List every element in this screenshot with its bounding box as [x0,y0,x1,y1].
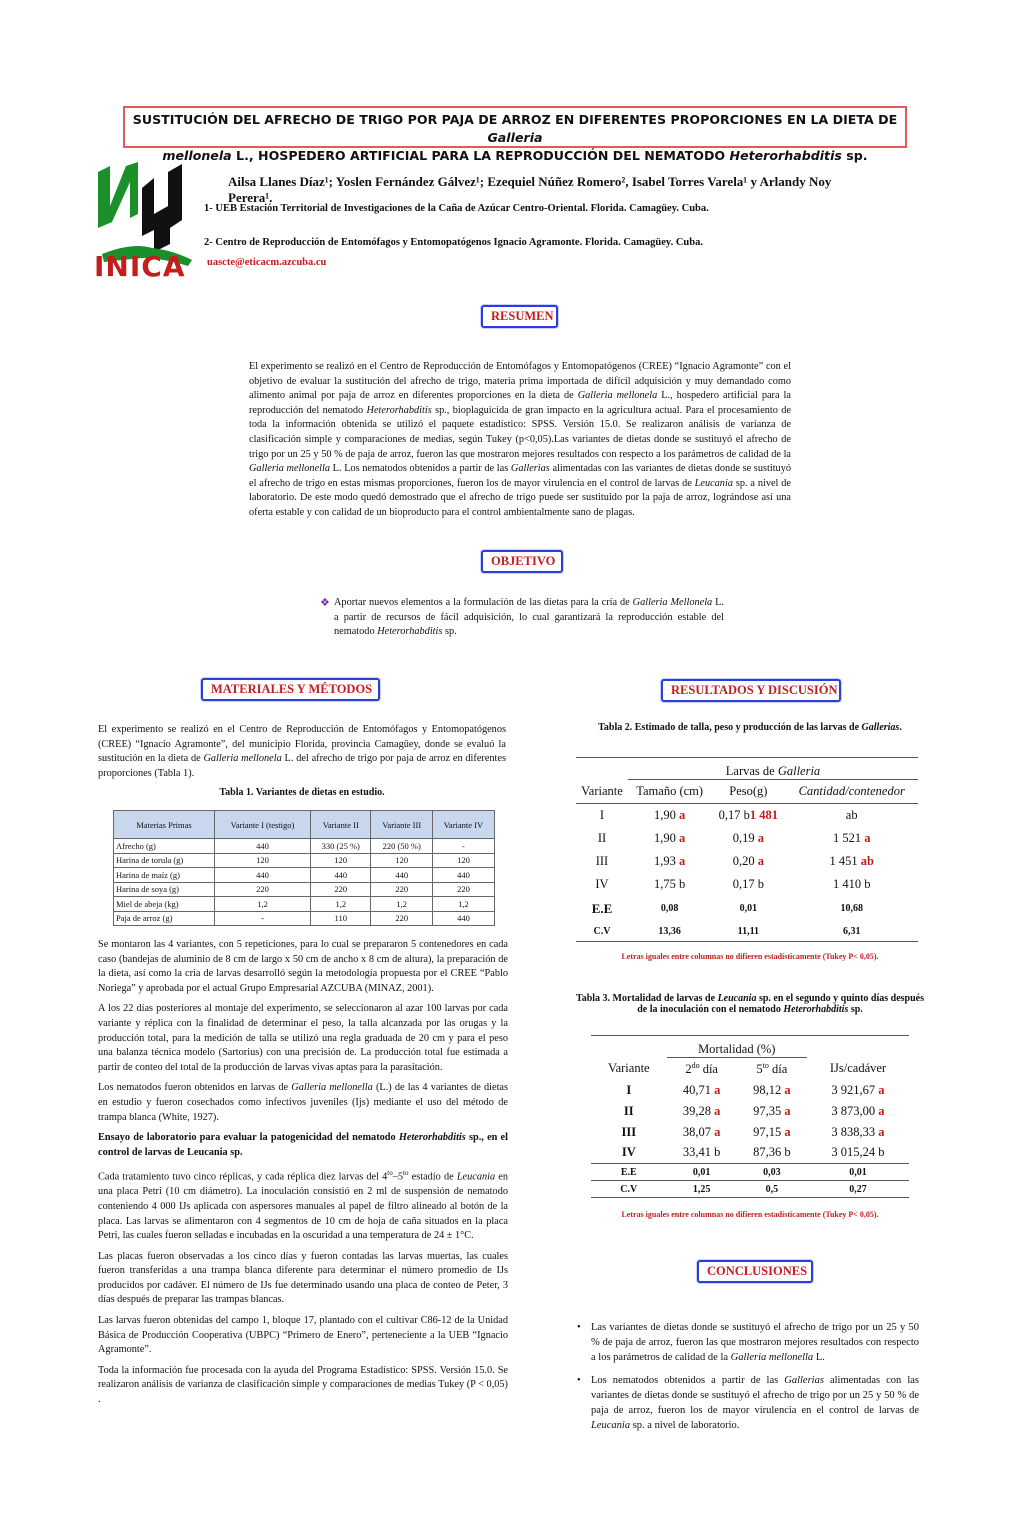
t2-cell [628,804,711,827]
t1-cell: Paja de arroz (g) [114,911,215,926]
t1-cell: 440 [432,911,494,926]
t2-cell [785,804,918,827]
materiales-italic: Heterorhabditis [398,1132,466,1144]
t1-row [114,853,495,868]
contact-email[interactable]: uascte@eticacm.azcuba.cu [207,257,327,268]
materiales-italic: Galleria mellonella [291,1082,373,1094]
conclusion-seg: Los nematodos obtenidos a partir de las [591,1375,785,1386]
title-italic-2: mellonela [162,148,232,163]
conclusion-seg: Las variantes de dietas donde se sustituyó el afrecho de trigo por un 25 y 50 % de paja de arroz, fueron las que mostraron mejores resultados con respecto a los parámetros de calidad de la [591,1322,919,1363]
t3-value: 33,41 b [682,1145,721,1160]
t3-row [591,1122,909,1143]
resumen-italic: Leucania [694,477,733,489]
materiales-p2: Se montaron las 4 variantes, con 5 repeticiones, para lo cual se prepararon 5 contenedores en cada caso (bandejas de aluminio de 8 cm de largo x 50 cm de ancho x 8 cm de altura), la preparación de la dieta, así como la cría de larvas desarrolló según la metodología propuesta por el CREE “Pablo Noriega” y aprobada por el actual Grupo Empresarial AZCUBA (MINAZ, 2001). [98,939,508,994]
t1-cell: 220 [371,911,432,926]
t1-cell: 440 [371,868,432,883]
t2-header [785,780,918,804]
t1-cell: 440 [214,868,310,883]
t2-cell [628,873,711,896]
materiales-seg: –5 [392,1171,404,1183]
t1-cell: 110 [311,911,371,926]
table2 [576,757,918,942]
t2-blank [576,758,628,780]
t2-stat-cell: E.E [591,900,613,916]
t2-letter: a [757,853,764,868]
t1-cell: 1,2 [214,897,310,912]
t3-value: 3 873,00 [831,1103,879,1118]
t1-header: Variante II [311,811,371,839]
materiales-italic: Leucania [456,1171,496,1183]
objetivo-italic: Galleria Mellonela [632,597,713,608]
conclusion-seg: sp. a nivel de laboratorio. [630,1420,740,1431]
t1-cell: 1,2 [371,897,432,912]
t3-variant: IV [621,1145,636,1160]
t2-letter: a [679,853,686,868]
t3-letter: a [714,1103,721,1118]
t3-value: 87,36 b [753,1145,791,1160]
t1-cell: 220 [432,882,494,897]
t3-cell [737,1143,807,1164]
title-line2: L., HOSPEDERO ARTIFICIAL PARA LA REPRODUCCIÓN DEL NEMATODO [231,148,730,163]
t2-value: 0,17 b [732,876,764,891]
t1-cell: 220 [371,882,432,897]
materiales-p5 [98,1131,508,1160]
t3-value: 40,71 [682,1082,715,1097]
materiales-seg: (L.) de las 4 variantes de dietas en estudio y fueron cosechados como infectivos juveniles (Ijs) mediante el uso del método de trampa blanca (White, 1927). [98,1082,509,1123]
table3-caption [572,993,928,1015]
title-line1: SUSTITUCIÓN DEL AFRECHO DE TRIGO POR PAJA DE ARROZ EN DIFERENTES PROPORCIONES EN LA DIETA DE [132,112,898,127]
t3-blank [807,1036,909,1058]
t1-row [114,911,495,926]
resumen-italic: Heterorhabditis [366,404,432,416]
t1-cell: Harina de torula (g) [114,853,215,868]
materiales-seg: Ensayo de laboratorio para evaluar la patogenicidad del nematodo [98,1132,399,1144]
t2-row [576,873,918,896]
t3-letter: a [784,1082,791,1097]
t3-stat-cell: 0,01 [849,1166,867,1178]
t3-stat-cell: 0,27 [849,1183,867,1195]
resumen-seg: L., hospedero artificial para la reproducción del nematodo [249,390,791,416]
materiales-sup: to [387,1169,393,1178]
materiales-seg: en una placa Petri (10 cm diámetro). La inoculación consistió en 2 ml de suspensión de nematodo conteniendo 4 000 IJs aplicada con aspersores manuales al papel de filtro alineado al botón de la placa. Las larvas se alimentaron con 4 segmentos de 10 cm de hoja de caña situados en la placa Petri, las cuales fueron selladas e incubadas en la oscuridad a una temperatura de 24 ± 1°C. [98,1171,509,1242]
t2-cell [785,827,918,850]
t1-row [114,868,495,883]
t2-row [576,850,918,873]
conclusion-italic: Galleria mellonella [730,1352,814,1363]
t2-header: Peso(g) [711,780,785,804]
table2-note: Letras iguales entre columnas no difieren estadísticamente (Tukey P< 0,05). [621,952,879,961]
t1-header: Materias Primas [114,811,215,839]
t1-row [114,897,495,912]
t1-row [114,882,495,897]
t1-cell: 120 [311,853,371,868]
t3-letter: a [784,1103,791,1118]
t3-stat-row [591,1164,909,1181]
inica-logo [92,158,200,288]
t3-stat-cell: 0,5 [765,1183,779,1195]
t2-variant: III [595,853,609,868]
t1-cell: 440 [214,839,310,854]
authors: Ailsa Llanes Díaz¹; Yoslen Fernández Gálvez¹; Ezequiel Núñez Romero², Isabel Torres Varela¹ y Arlandy Noy Perera¹. [228,174,832,205]
conclusiones-list [577,1320,919,1441]
t3-cell [667,1143,737,1164]
resumen-seg: L. Los nematodos obtenidos a partir de las [330,463,511,475]
t3-h-text: 5 [756,1061,763,1076]
resumen-italic: Galleria mellonella [249,463,331,475]
t1-cell: 440 [311,868,371,883]
t1-cell: 120 [432,853,494,868]
resumen-seg: sp., bioplaguicida de gran impacto en la agricultura actual. Para el procesamiento de toda la información obtenida se utilizó el paquete estadístico: SPSS. Versión 15.0. Se realizaron análisis de varianza de clasificación simple y comparaciones de medias, según Tukey (p<0,05).Las variantes de dietas donde se sustituyó el afrecho de trigo por un 25 y 50 % de paja de arroz, fueron las que mostraron mejores resultados con respecto a los parámetros de calidad de la [249,404,791,460]
t2-row [576,827,918,850]
t3-cell [807,1101,909,1122]
t1-cell: 220 (50 %) [371,839,432,854]
t3-row [591,1143,909,1164]
t2-stat-row [576,922,918,942]
title-end: sp. [841,148,868,163]
t2-group [628,758,918,780]
t1-cell: 220 [311,882,371,897]
t3-value: 3 015,24 b [831,1145,885,1160]
caption-italic: Heterorhabditis [783,1004,849,1015]
t1-cell: 120 [214,853,310,868]
materiales-p6 [98,1166,508,1243]
table3 [591,1035,909,1198]
t2-value: 0,17 b [718,807,750,822]
conclusion-item [577,1373,919,1433]
affiliation-2: 2- Centro de Reproducción de Entomófagos y Entomopatógenos Ignacio Agramonte. Florida. Camagüey. Cuba. [204,237,703,248]
t3-value: 97,35 [753,1103,785,1118]
t2-value: 0,19 [732,830,758,845]
t2-stat-cell: C.V [593,925,611,937]
t2-letter: a [679,807,686,822]
inica-logo-text: INICA [94,250,186,283]
t3-blank [591,1036,667,1058]
t3-value: 39,28 [682,1103,715,1118]
t3-cell [807,1080,909,1101]
materiales-italic: Galleria mellonela [203,753,282,765]
t3-letter: a [714,1124,721,1139]
t2-letter: 1 481 [749,807,779,822]
t1-cell: 1,2 [311,897,371,912]
t2-group-text: Larvas de [725,764,778,778]
caption-seg: . [899,722,902,733]
t2-cell [628,850,711,873]
t3-value: 97,15 [753,1124,785,1139]
conclusion-item [577,1320,919,1365]
t2-cell [711,873,785,896]
table2-caption [560,722,940,733]
t3-value: 3 921,67 [831,1082,879,1097]
caption-italic: Leucania [717,993,757,1004]
t2-header: Variante [576,780,628,804]
diamond-bullet-icon: ❖ [320,597,330,609]
t1-header: Variante IV [432,811,494,839]
t2-value: 1,93 [654,853,680,868]
t3-letter: a [878,1103,885,1118]
t2-value: 1 521 [832,830,865,845]
t3-letter: a [784,1124,791,1139]
materiales-seg: Los nematodos fueron obtenidos en larvas de [98,1082,292,1094]
materiales-intro [98,723,506,781]
t2-variant: IV [595,876,609,891]
t3-variant: II [623,1103,634,1118]
t1-cell: - [214,911,310,926]
resumen-seg: El experimento se realizó en el Centro de Reproducción de Entomófagos y Entomopatógenos (CREE) “Ignacio Agramonte” con el objetivo de evaluar la sustitución del afrecho de trigo, materia prima importada de difícil adquisición y muy demandado como alimento animal por paja de arroz en diferentes proporciones en la dieta de [249,361,791,402]
t3-cell [667,1101,737,1122]
t2-value: ab [845,807,858,822]
t3-h-sup: do [691,1060,700,1070]
t2-letter: ab [860,853,874,868]
t3-cell [667,1122,737,1143]
caption-italic: Gallerias [861,722,900,733]
t2-value: 1,90 [654,807,680,822]
t1-cell: Harina de soya (g) [114,882,215,897]
title-italic-1: Galleria [487,130,543,145]
caption-seg: Tabla 2. Estimado de talla, peso y producción de las larvas de [598,722,862,733]
t3-cell [737,1101,807,1122]
objetivo-seg: Aportar nuevos elementos a la formulación de las dietas para la cría de [334,597,633,608]
t3-h-variante: Variante [607,1061,650,1075]
t3-stat-cell: C.V [620,1183,638,1195]
t3-cell [807,1122,909,1143]
caption-seg: Tabla 3. Mortalidad de larvas de [575,993,718,1004]
section-objetivo: OBJETIVO [481,550,563,573]
t3-variant: III [621,1124,637,1139]
materiales-p4 [98,1081,508,1125]
t1-header: Variante III [371,811,432,839]
objetivo-italic: Heterorhabditis [377,626,443,638]
t3-row [591,1101,909,1122]
affiliation-1: 1- UEB Estación Territorial de Investigaciones de la Caña de Azúcar Centro-Oriental. Florida. Camagüey. Cuba. [204,203,709,214]
t3-h-ijs: IJs/cadáver [829,1061,887,1075]
t3-letter: a [714,1082,721,1097]
t3-row [591,1080,909,1101]
t2-cell [785,873,918,896]
section-resumen: RESUMEN [481,305,558,328]
materiales-body [98,938,508,1414]
materiales-seg: El experimento se realizó en el Centro de Reproducción de Entomófagos y Entomopatógenos (CREE) “Ignacio Agramonte”, del municipio Florida, provincia Camagüey, donde se evaluó la sustitución en la dieta de [98,724,506,765]
t3-h-text: día [768,1061,788,1076]
t2-value: 1,90 [654,830,680,845]
section-conclusiones: CONCLUSIONES [697,1260,813,1283]
t1-cell: 440 [432,868,494,883]
t3-value: 3 838,33 [831,1124,879,1139]
t2-cell [785,850,918,873]
t3-letter: a [878,1082,885,1097]
resumen-text [249,360,791,521]
t3-cell [667,1080,737,1101]
t2-cell [628,827,711,850]
section-resultados: RESULTADOS Y DISCUSIÓN [661,679,841,702]
resumen-seg: alimentadas con las variantes de dietas donde se sustituyó el afrecho de trigo en estas mismas proporciones, fueron los de mayor virulencia en el control de larvas de [249,463,791,489]
t3-variant: I [626,1082,632,1097]
t2-stat-cell: 0,08 [660,903,679,914]
t3-stat-cell: E.E [620,1166,637,1178]
t2-letter: a [757,830,764,845]
table1 [113,810,495,926]
t1-cell: 1,2 [432,897,494,912]
materiales-seg: estadío de [408,1171,457,1183]
t2-stat-cell: 6,31 [842,925,861,937]
t2-group-italic: Galleria [777,764,821,778]
t2-header: Tamaño (cm) [628,780,711,804]
materiales-seg: L. del afrecho de trigo por paja de arroz en diferentes proporciones (Tabla 1). [98,753,506,779]
conclusion-seg: L. [813,1352,825,1363]
title-italic-3: Heterorhabditis [729,148,842,163]
conclusion-seg: alimentadas con las variantes de dietas donde se sustituyó el afrecho de trigo por un 25 y 50 % de paja de arroz, fueron los de mayor virulencia en el control de larvas de [591,1375,919,1416]
caption-seg: sp. en el segundo y quinto días después de la inoculación con el nematodo [637,993,925,1015]
caption-seg: sp. [848,1004,863,1015]
poster-title [123,106,907,163]
materiales-p9: Toda la información fue procesada con la ayuda del Programa Estadístico: SPSS. Versión 15.0. Se realizaron análisis de varianza de clasificación simple y comparaciones de medias Tukey (P < 0,05) . [98,1364,508,1406]
t1-cell: 330 (25 %) [311,839,371,854]
t3-cell [807,1143,909,1164]
section-materiales: MATERIALES Y MÉTODOS [201,678,380,701]
t3-value: 38,07 [682,1124,715,1139]
t3-h-text: día [699,1061,718,1076]
t2-value: 1 410 b [832,876,871,891]
t1-cell: 120 [371,853,432,868]
t2-value: 1,75 b [654,876,686,891]
t1-cell: - [432,839,494,854]
resumen-italic: Gallerias [510,463,550,475]
t3-value: 98,12 [753,1082,785,1097]
materiales-p7: Las placas fueron observadas a los cinco días y fueron contadas las larvas muertas, las cuales fueron transferidas a una trampa blanca diferente para determinar el número promedio de IJs producidos por cadáver. El número de IJs fue determinado usando una placa de conteo de Peter, 3 días después de preparar las trampas blancas. [98,1250,508,1306]
t1-cell: 220 [214,882,310,897]
t3-h-d5 [737,1058,807,1080]
t2-variant: I [599,807,605,822]
t3-cell [737,1080,807,1101]
t1-cell: Miel de abeja (kg) [114,897,215,912]
t2-cell [711,850,785,873]
t3-group: Mortalidad (%) [667,1036,807,1058]
objetivo-seg: sp. [442,626,457,638]
t3-letter: a [878,1124,885,1139]
t2-cell [711,804,785,827]
t3-cell [737,1122,807,1143]
t2-stat-cell: 11,11 [737,925,760,937]
t3-h-text: 2 [685,1061,692,1076]
table1-caption: Tabla 1. Variantes de dietas en estudio. [219,787,385,798]
t2-cell [711,827,785,850]
t3-stat-row [591,1181,909,1198]
t2-header-text: Cantidad/contenedor [798,784,905,798]
t2-stat-cell: 10,68 [840,903,863,914]
t1-cell: Afrecho (g) [114,839,215,854]
resumen-seg: sp. a nivel de laboratorio. De este modo quedó demostrado que el afrecho de trigo puede ser sustituido por la paja de arroz, lográndose así una oferta estable y con calidad de un bioproducto para el control ambientalmente sano de plagas. [249,477,791,518]
conclusion-italic: Leucania [591,1420,631,1431]
t2-stat-cell: 13,36 [658,925,681,937]
t2-value: 1 451 [829,853,861,868]
table3-note: Letras iguales entre columnas no difieren estadísticamente (Tukey P< 0,05). [621,1210,879,1219]
t2-value: 0,20 [732,853,758,868]
materiales-p8: Las larvas fueron obtenidas del campo 1, bloque 17, plantado con el cultivar C86-12 de la Unidad Básica de Producción Cooperativa (UBPC) “Primero de Enero”, perteneciente a la UEB “Ignacio Agramonte”. [98,1315,508,1356]
resumen-italic: Galleria mellonela [577,390,658,402]
materiales-sup: to [403,1169,409,1178]
t2-row [576,804,918,827]
t2-letter: a [679,830,686,845]
t2-letter: a [864,830,871,845]
materiales-p3: A los 22 días posteriores al montaje del experimento, se seleccionaron al azar 100 larvas por cada variante y réplica con la finalidad de determinar el peso, la talla alcanzada por las orugas y la producción total, para la medición de talla se utilizó una regla graduada de 20 cm y para el peso una balanza técnica modelo (Sartorius) con una precisión de. La producción total fue estimada a partir de conteo del total de la producción de larvas vivas aptas para la parasitación. [98,1003,508,1073]
conclusion-italic: Gallerias [784,1375,824,1386]
t1-header: Variante I (testigo) [214,811,310,839]
t3-stat-cell: 1,25 [692,1183,711,1195]
t2-variant: II [597,830,607,845]
objetivo-seg: L. a partir de recursos de fácil adquisición, lo cual garantizará la reproducción estable del nematodo [334,597,724,638]
t1-row [114,839,495,854]
t3-h-sup: to [762,1060,769,1070]
objetivo-text [320,596,724,640]
t3-stat-cell: 0,01 [692,1166,711,1178]
t2-stat-row [576,896,918,922]
t3-stat-cell: 0,03 [763,1166,781,1178]
materiales-seg: Cada tratamiento tuvo cinco réplicas, y cada réplica diez larvas del 4 [98,1171,388,1183]
t3-h-d2 [667,1058,737,1080]
t1-cell: Harina de maíz (g) [114,868,215,883]
t2-stat-cell: 0,01 [739,903,758,914]
materiales-seg: sp., en el control de larvas de Leucania sp. [98,1132,508,1158]
